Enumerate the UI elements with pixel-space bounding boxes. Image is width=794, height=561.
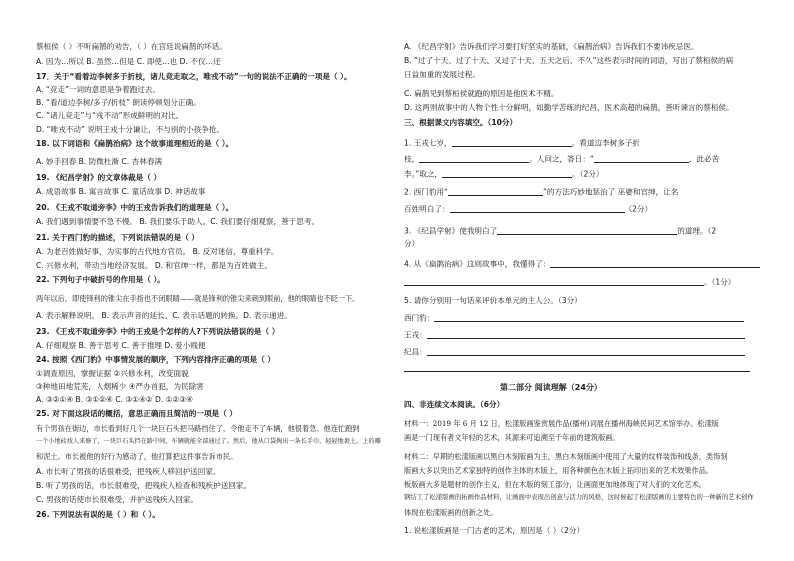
option-c: C. “诸儿竞走”与“戎不动”形成鲜明的对比。 <box>36 111 184 120</box>
answer-blank[interactable] <box>452 139 572 147</box>
fill-text: 4. 从《扁鹊治病》这则故事中，我懂得了： <box>404 259 551 269</box>
answer-blank[interactable] <box>448 188 543 196</box>
evaluation-wangrong <box>404 331 745 339</box>
answer-blank[interactable] <box>404 364 750 372</box>
options-23: A. 仔细观察 B. 善于思考 C. 善于推理 D. 爱小贱便 <box>36 341 206 350</box>
question-22: 22. 下列句子中破折号的作用是（ ）。 <box>36 275 165 284</box>
section-3-title: 三、根据课文内容填空。（10分） <box>404 118 518 127</box>
answer-blank[interactable] <box>434 314 744 322</box>
material-1-line2: 画是一门现有者文年轻的艺术，其源来可追溯至千年前的建筑版画。 <box>404 433 620 442</box>
options-21ab: A. 为老百姓做好事，为实事的古代地方官员。 B. 反对迷信，尊重科学。 <box>36 247 279 256</box>
option-d: D. 这两则故事中的人物个性十分鲜明，如勤学苦练的纪昌、医术高超的扁鹊，善听谏言的蔡桓侯。 <box>404 103 734 112</box>
answer-blank[interactable] <box>450 205 625 213</box>
quote-22: 两年以后，即使锋利的锥尖在手指也不闭眼睛——就是锋利的锥尖来刺到眼前，他的眼睛也不眨一下。 <box>36 294 360 303</box>
passage-25-line2: 一个小地砖找人来修了，一块巨石头挡在路中间，车辆就能全部通过了。然后，他从口袋掏出一条长手巾，轻轻地裹上，上的雕 <box>36 438 381 445</box>
fill-text: 百姓明白了： <box>404 204 450 214</box>
question-1: 1. 说松漾版画是一门古老的艺术，原因是（ ）（2分） <box>404 526 585 535</box>
fill-text: 。（1分） <box>704 277 736 287</box>
fill-2-line1 <box>404 188 678 196</box>
part-2-title: 第二部分 阅读理解（24分） <box>500 383 602 392</box>
fill-4-line2 <box>404 278 735 286</box>
fill-text: 3. 《纪昌学射》使我明白了 <box>404 226 498 236</box>
fill-text: 枝， <box>404 154 420 164</box>
question-19: 19. 《纪昌学射》的文章体裁是（ ） <box>36 173 162 182</box>
material-2-line2: 版画大多以突出艺术家独特的创作主体的木版上，用各种颜色在木版上拓印出来的艺术效果作品。 <box>404 466 714 475</box>
fill-5-prompt: 5. 请你分别用一句话来评价本单元的主人公。（3分） <box>404 296 582 305</box>
question-26: 26. 下列说法有误的是（ ）和（ ）。 <box>36 510 160 519</box>
options-22: A. 表示解释说明。 B. 表示声音的延长。C. 表示话题的转换。D. 表示递进。 <box>36 311 292 320</box>
evaluation-ximenbao <box>404 314 744 322</box>
question-21: 21. 关于西门豹的描述，下列说法错误的是（ ） <box>36 233 200 242</box>
question-20: 20. 《王戎不取道旁李》中的王戎告诉我们的道理是（ ）。 <box>36 203 234 212</box>
passage-25-line1: 有个男孩在街边，市长看到好几个一块巨石头把马路挡住了，令他走不了车辆，他很着急。他连忙跑到 <box>36 424 360 433</box>
question-17: 17．关于“看着边李树多于折枝，诸儿竞走取之，唯戎不动”一句的说法不正确的一项是（ ）。 <box>36 72 352 81</box>
fill-3-line1 <box>404 227 716 235</box>
option-a: A. 《纪昌学射》告诉我们学习要打好坚实的基础，《扁鹊治病》告诉我们不要讳疾忌医。 <box>404 42 699 51</box>
options-21cd: C. 兴修水利，带动当地经济发展。 D. 和官绅一样，都是为百姓做主。 <box>36 261 272 270</box>
fill-4-line1 <box>404 260 760 268</box>
option-b-line2: 日益加重的发展过程。 <box>404 70 480 79</box>
fill-2-line2 <box>404 205 652 213</box>
blank-line <box>404 364 750 372</box>
options-18: A. 妙手回春 B. 防微杜渐 C. 杏林春满 <box>36 157 163 166</box>
option-d: D. “唯戎不动” 说明王戎十分谦让，不与别的小孩争抢。 <box>36 125 225 134</box>
fill-text: ”的方法巧妙地惩治了 巫婆和官绅，让名 <box>542 187 679 197</box>
fill-text: ，此必苦 <box>688 154 720 164</box>
option-25a: A. 市长听了男孩的话很难受，把残疾人移回护送回家。 <box>36 467 221 476</box>
option-a: A. “竞走”一词的意思是争着跑过去。 <box>36 85 161 94</box>
items-24-row2: ③种地田地荒芜，人烟稀少 ④严办首犯，为民除害 <box>36 382 204 391</box>
options-line: A. 因为…所以 B. 虽然…但是 C. 即使…也 D. 不仅…还 <box>36 57 221 66</box>
answer-blank[interactable] <box>594 155 689 163</box>
person-label: 纪昌： <box>404 347 427 357</box>
fill-text: 。人问之，答日：“ <box>529 154 594 164</box>
question-18: 18. 以下词语和《扁鹊治病》这个故事道理相近的是（ ）。 <box>36 139 234 148</box>
answer-blank[interactable] <box>442 170 572 178</box>
question-24: 24. 按照《西门豹》中事情发展的顺序，下列内容排序正确的项是（ ） <box>36 355 275 364</box>
fill-text: 2. 西门豹用“ <box>404 187 448 197</box>
fill-text: 的道理。（2 <box>677 226 717 236</box>
material-2-line4: 钢结工了松漾版画的拓画作品材料，让画面中表现出创意与活力的风格，这时候起了松漾版画的主要特色的一种新的艺术创作 <box>404 494 754 501</box>
fill-3-line2: 分） <box>404 239 420 248</box>
passage-25-line3: 和泥土。市长被他的好行为感动了，他打算把这件事告诉市民。 <box>36 452 238 461</box>
person-label: 西门豹： <box>404 313 435 323</box>
material-2-line3: 板版画大多是题材的创作主义，但在木版的刻工部分，让画面更加地体现了对人们的文化艺术。 <box>404 480 706 489</box>
option-b: B. “看/道边李树/多子/折枝” 朗读停顿划分正确。 <box>36 98 201 107</box>
material-2-line1: 材料二：早期的松漾版画以黑白木刻版画为主，黑白木刻版画中使用了大量的纹样装饰和线条，类饰刻 <box>404 452 728 461</box>
answer-blank[interactable] <box>404 278 704 286</box>
fill-text: 。看道边李树多子折 <box>571 138 640 148</box>
material-1-line1: 材料一：2019 年 6 月 12 日，松漾版画鉴赏展作品(播州)词展在播州海峡民间艺术馆举办。松漾版 <box>404 419 719 428</box>
fill-text: 。（2分） <box>572 169 604 179</box>
question-25: 25. 对下面这段话的概括，意思正确而且简洁的一项是（ ） <box>36 409 237 418</box>
fill-text: （2分） <box>624 204 653 214</box>
options-24: A. ③②①④ B. ③①②④ C. ③①④② D. ①②③④ <box>36 395 193 404</box>
answer-blank[interactable] <box>497 227 677 235</box>
options-19: A. 成语故事 B. 寓言故事 C. 童话故事 D. 神话故事 <box>36 187 206 196</box>
options-20: A. 我们遇到事情要不急不慢。 B. 我们要乐于助人。C. 我们要仔细观察，善于思考。 <box>36 217 320 226</box>
material-2-line5: 体现在松漾版画的创新之处。 <box>404 508 498 517</box>
fill-text: 1. 王戎七岁， <box>404 138 452 148</box>
option-25b: B. 听了男孩的话，市长很难受，把残疾人检查和残疾护送回家。 <box>36 481 252 490</box>
evaluation-jichang <box>404 348 745 356</box>
option-25c: C. 男孩的话使市长很难受，并护送残疾人回家。 <box>36 495 199 504</box>
fill-1-line2 <box>404 155 719 163</box>
fill-1-line1 <box>404 139 640 147</box>
text-line: 蔡桓侯（ ）不听扁鹊的劝告，（ ）在宫廷说扁鹊的坏话。 <box>36 42 227 51</box>
answer-blank[interactable] <box>550 260 760 268</box>
section-4-title: 四、非连续文本阅读。（6分） <box>404 400 505 409</box>
fill-1-line3 <box>404 170 604 178</box>
answer-blank[interactable] <box>427 348 745 356</box>
answer-blank[interactable] <box>419 155 529 163</box>
answer-blank[interactable] <box>427 331 745 339</box>
option-b-line1: B. “过了十天、过了十天、又过了十天、五天之后、不久”这些表示时间的词语，写出了蔡桓侯的病 <box>404 56 734 65</box>
person-label: 王戎： <box>404 330 427 340</box>
option-c: C. 扁鹊见到蔡桓侯就跑的原因是他医术不精。 <box>404 89 559 98</box>
question-23: 23. 《王戎不取道旁李》中的王戎是个怎样的人?下列说法错误的是（ ） <box>36 327 280 336</box>
items-24-row1: ①调查原因，掌握证据 ②兴修水利，改变面貌 <box>36 369 189 378</box>
fill-text: 李。”取之， <box>404 169 443 179</box>
